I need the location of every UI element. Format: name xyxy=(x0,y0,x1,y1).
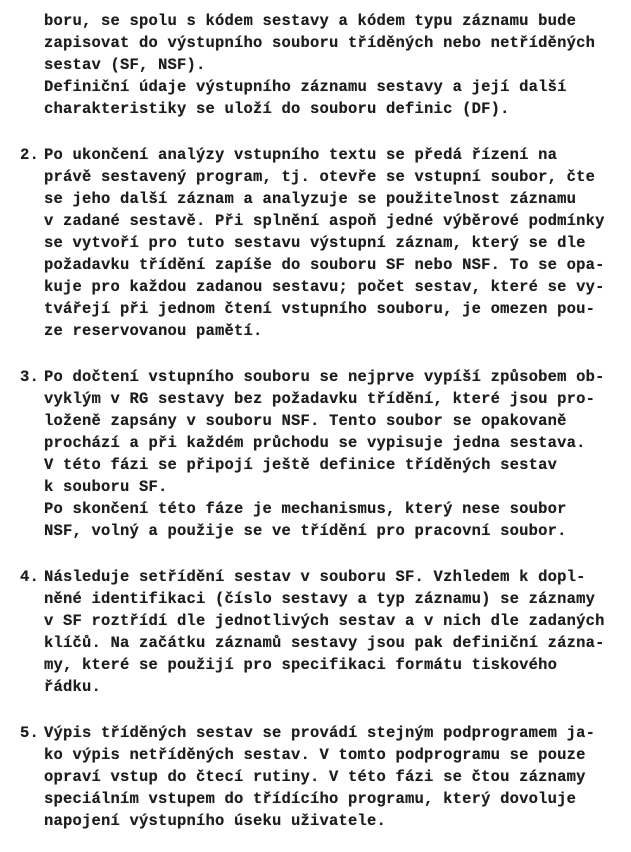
text-line: loženě zapsány v souboru NSF. Tento soubor se opakovaně xyxy=(44,412,567,430)
item-number: 3. xyxy=(20,368,40,386)
text-line: napojení výstupního úseku uživatele. xyxy=(44,812,387,830)
paragraph-lines xyxy=(44,10,627,120)
text-line: právě sestavený program, tj. otevře se vstupní soubor, čte xyxy=(44,168,596,186)
text-line: my, které se použijí pro specifikaci formátu tiskového xyxy=(44,656,558,674)
text-line: se vytvoří pro tuto sestavu výstupní záznam, který se dle xyxy=(44,234,586,252)
item-number: 2. xyxy=(20,146,40,164)
text-line: Po skončení této fáze je mechanismus, který nese soubor xyxy=(44,500,567,518)
text-line: boru, se spolu s kódem sestavy a kódem typu záznamu bude xyxy=(44,12,577,30)
text-line: Výpis tříděných sestav se provádí stejným podprogramem ja- xyxy=(44,724,596,742)
list-item-4 xyxy=(20,566,627,698)
text-line: řádku. xyxy=(44,678,102,696)
text-line: charakteristiky se uloží do souboru definic (DF). xyxy=(44,100,510,118)
list-item-3 xyxy=(20,366,627,542)
text-line: Po ukončení analýzy vstupního textu se předá řízení na xyxy=(44,146,558,164)
text-line: ze reservovanou pamětí. xyxy=(44,322,263,340)
text-line: Definiční údaje výstupního záznamu sestavy a její další xyxy=(44,78,567,96)
text-line: tvářejí při jednom čtení vstupního souboru, je omezen pou- xyxy=(44,300,596,318)
list-item-5 xyxy=(20,722,627,832)
text-line: Následuje setřídění sestav v souboru SF. Vzhledem k dopl- xyxy=(44,568,586,586)
text-line: opraví vstup do čtecí rutiny. V této fázi se čtou záznamy xyxy=(44,768,586,786)
text-line: sestav (SF, NSF). xyxy=(44,56,206,74)
text-line: se jeho další záznam a analyzuje se použitelnost záznamu xyxy=(44,190,577,208)
list-item-2 xyxy=(20,144,627,342)
text-line: prochází a při každém průchodu se vypisuje jedna sestava. xyxy=(44,434,586,452)
text-line: kuje pro každou zadanou sestavu; počet sestav, které se vy- xyxy=(44,278,605,296)
text-line: V této fázi se připojí ještě definice tříděných sestav xyxy=(44,456,558,474)
text-line: ko výpis netříděných sestav. V tomto podprogramu se pouze xyxy=(44,746,586,764)
item-number: 4. xyxy=(20,568,40,586)
paragraph-lines xyxy=(44,144,627,342)
paragraph-lines xyxy=(44,722,627,832)
text-line: klíčů. Na začátku záznamů sestavy jsou pak definiční zázna- xyxy=(44,634,605,652)
text-line: v zadané sestavě. Při splnění aspoň jedné výběrové podmínky xyxy=(44,212,605,230)
text-line: speciálním vstupem do třídícího programu, který dovoluje xyxy=(44,790,577,808)
paragraph-lines xyxy=(44,366,627,542)
text-line: požadavku třídění zapíše do souboru SF nebo NSF. To se opa- xyxy=(44,256,605,274)
text-line: vyklým v RG sestavy bez požadavku třídění, které jsou pro- xyxy=(44,390,596,408)
text-line: zapisovat do výstupního souboru tříděných nebo netříděných xyxy=(44,34,596,52)
text-line: v SF roztřídí dle jednotlivých sestav a v nich dle zadaných xyxy=(44,612,605,630)
paragraph-lines xyxy=(44,566,627,698)
text-line: něné identifikaci (číslo sestavy a typ záznamu) se záznamy xyxy=(44,590,596,608)
text-line: k souboru SF. xyxy=(44,478,168,496)
text-line: Po dočtení vstupního souboru se nejprve vypíší způsobem ob- xyxy=(44,368,605,386)
text-line: NSF, volný a použije se ve třídění pro pracovní soubor. xyxy=(44,522,567,540)
intro-paragraph xyxy=(20,10,627,120)
item-number: 5. xyxy=(20,724,40,742)
